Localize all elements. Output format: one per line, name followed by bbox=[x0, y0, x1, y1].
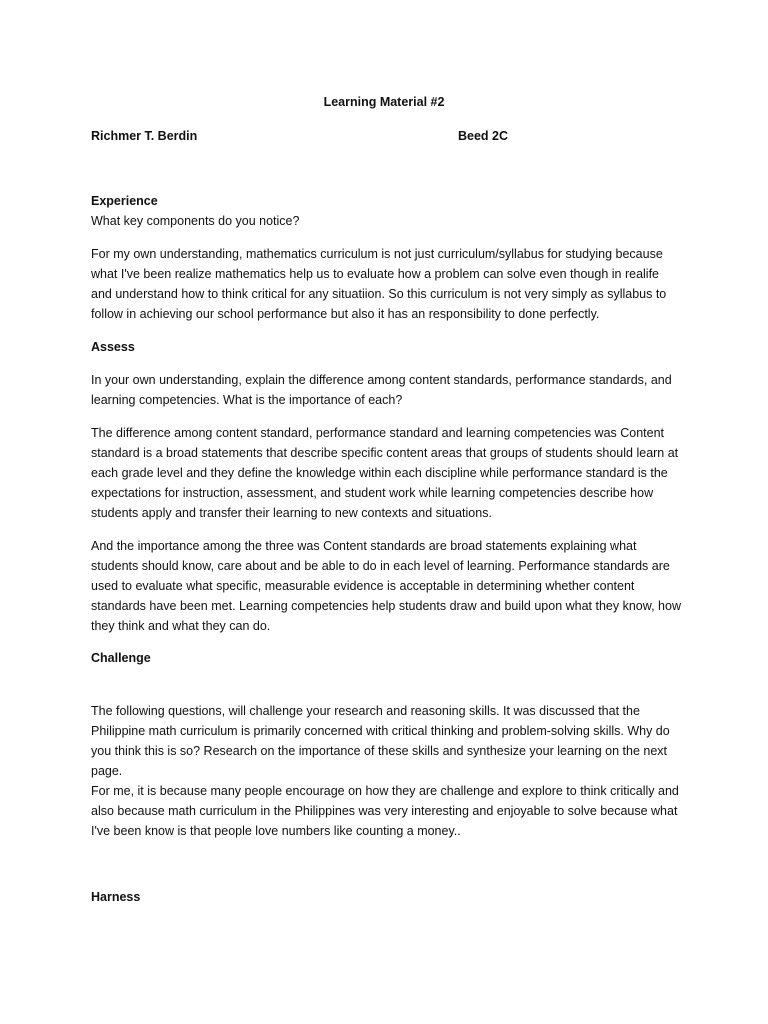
harness-heading: Harness bbox=[91, 890, 141, 904]
document-title: Learning Material #2 bbox=[323, 95, 445, 109]
challenge-answer: For me, it is because many people encourage on how they are challenge and explore to think critically and also because math curriculum in the Philippines was very interesting and enjoyable to solve because what I've been know is that people love numbers like counting a money.. bbox=[91, 784, 679, 838]
assess-heading: Assess bbox=[91, 340, 135, 354]
assess-question: In your own understanding, explain the difference among content standards, performance standards, and learning competencies. What is the importance of each? bbox=[91, 373, 672, 407]
author-name: Richmer T. Berdin bbox=[91, 129, 198, 143]
experience-heading: Experience bbox=[91, 194, 158, 208]
challenge-heading: Challenge bbox=[91, 651, 151, 665]
assess-answer-importance: And the importance among the three was Content standards are broad statements explaining what students should know, care about and be able to do in each level of learning. Performance standards are used to evaluate what specific, measurable evidence is acceptable in determining whether content standards have been met. Learning competencies help students draw and build upon what they know, how they think and what they can do. bbox=[91, 539, 681, 633]
class-section: Beed 2C bbox=[458, 129, 509, 143]
experience-question: What key components do you notice? bbox=[91, 214, 300, 228]
assess-answer-difference: The difference among content standard, performance standard and learning competencies was Content standard is a broad statements that describe specific content areas that groups of students should learn at each grade level and they define the knowledge within each discipline while performance standard is the expectations for instruction, assessment, and student work while learning competencies describe how students apply and transfer their learning to new contexts and situations. bbox=[91, 426, 679, 520]
experience-answer: For my own understanding, mathematics curriculum is not just curriculum/syllabus for studying because what I've been realize mathematics help us to evaluate how a problem can solve even though in realife and understand how to think critical for any situatiion. So this curriculum is not very simply as syllabus to follow in achieving our school performance but also it has an responsibility to done perfectly. bbox=[91, 247, 667, 321]
challenge-question: The following questions, will challenge your research and reasoning skills. It was discussed that the Philippine math curriculum is primarily concerned with critical thinking and problem-solving skills. Why do you think this is so? Research on the importance of these skills and synthesize your learning on the next page. bbox=[91, 704, 670, 778]
